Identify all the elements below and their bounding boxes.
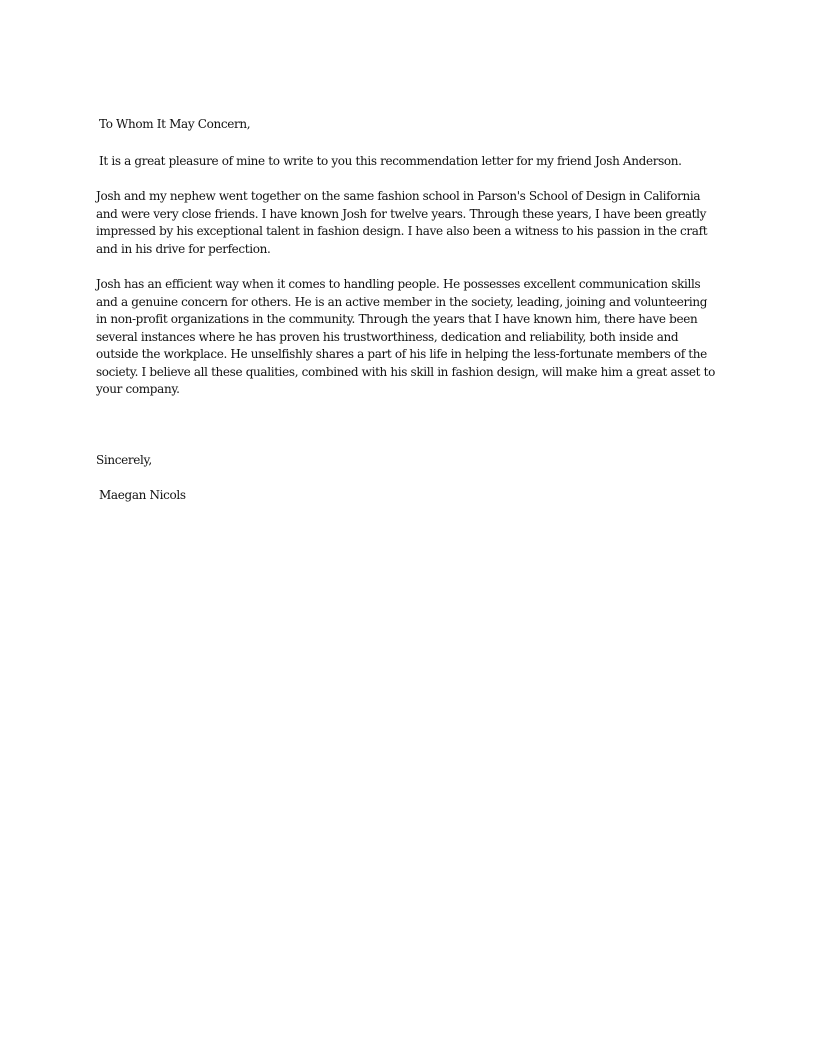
closing: Sincerely,: [96, 452, 152, 467]
body-paragraph-2: Josh has an efficient way when it comes to handling people. He possesses excellent communication skills and a genuine concern for others. He is an active member in the society, leading, joining and volunteering in non-profit organizations in the community. Through the years that I have known him, there have been several instances where he has proven his trustworthiness, dedication and reliability, both inside and outside the workplace. He unselfishly shares a part of his life in helping the less-fortunate members of the society. I believe all these qualities, combined with his skill in fashion design, will make him a great asset to your company.: [96, 277, 715, 396]
salutation: To Whom It May Concern,: [99, 117, 251, 131]
signature-name: Maegan Nicols: [99, 488, 186, 502]
body-paragraph-1: Josh and my nephew went together on the same fashion school in Parson's School of Design in California and were very close friends. I have known Josh for twelve years. Through these years, I have been greatly impressed by his exceptional talent in fashion design. I have also been a witness to his passion in the craft and in his drive for perfection.: [96, 189, 708, 256]
intro-paragraph: It is a great pleasure of mine to write to you this recommendation letter for my friend Josh Anderson.: [99, 153, 682, 168]
letter-body: [96, 116, 718, 505]
